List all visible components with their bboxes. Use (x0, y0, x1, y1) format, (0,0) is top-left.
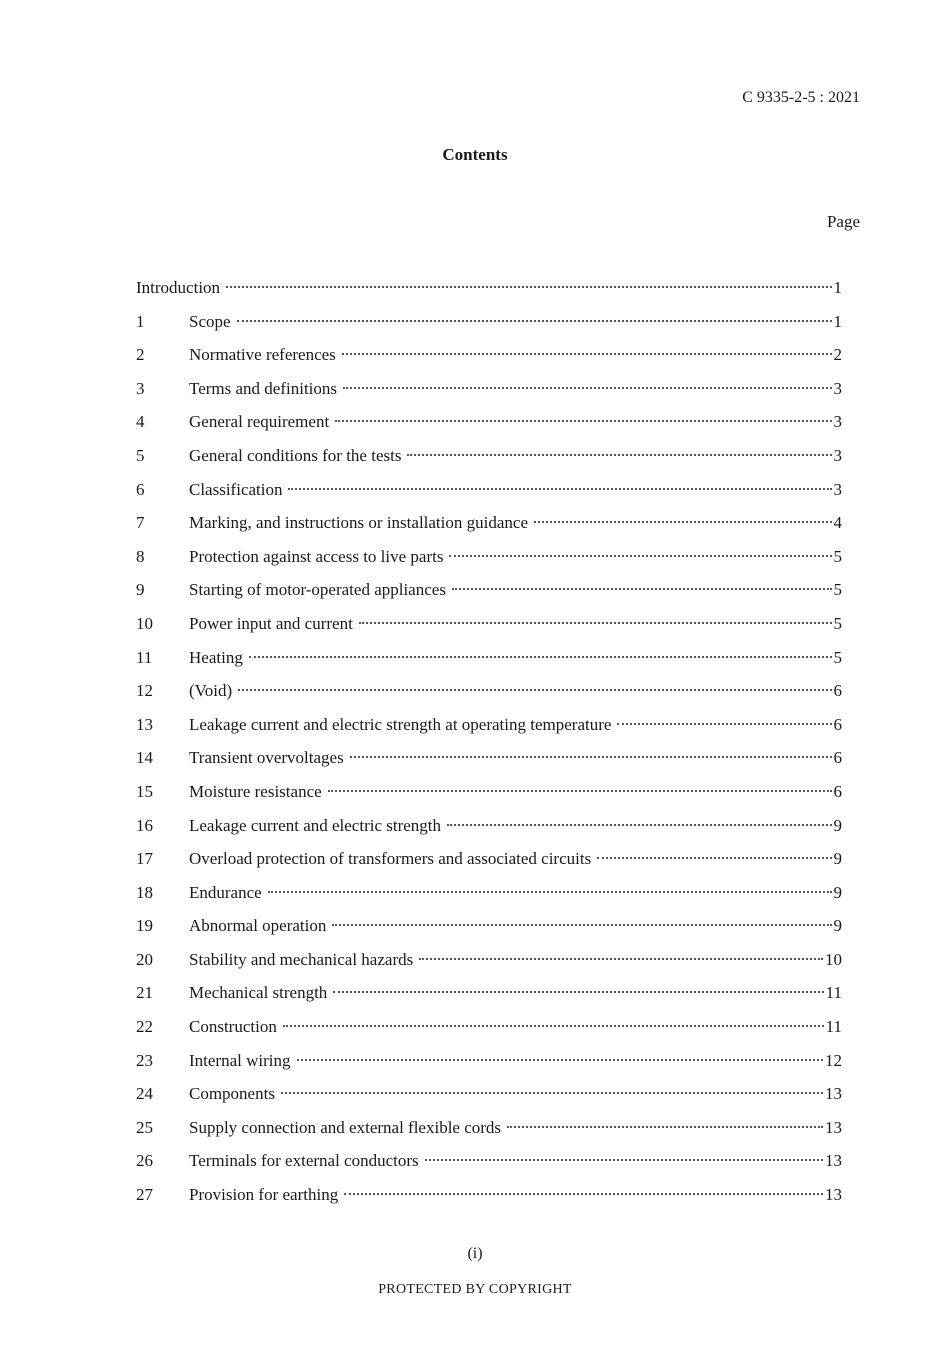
toc-entry-number: 20 (136, 949, 153, 969)
toc-dot-leader (425, 1159, 823, 1161)
toc-entry-page: 3 (833, 445, 842, 465)
toc-entry-page: 6 (833, 714, 842, 734)
toc-entry-page: 10 (825, 949, 842, 969)
toc-entry-title: Construction (189, 1017, 277, 1037)
toc-entry-page: 9 (833, 815, 842, 835)
toc-entry-page: 13 (825, 1084, 842, 1104)
toc-entry[interactable] (136, 1149, 842, 1183)
toc-dot-leader (332, 924, 831, 926)
toc-dot-leader (534, 521, 832, 523)
toc-entry[interactable] (136, 377, 842, 411)
toc-entry[interactable] (136, 814, 842, 848)
toc-entry[interactable] (136, 1049, 842, 1083)
toc-entry[interactable] (136, 1116, 842, 1150)
toc-dot-leader (328, 790, 832, 792)
toc-dot-leader (350, 756, 832, 758)
toc-entry-number: 10 (136, 613, 153, 633)
toc-entry-title: Starting of motor-operated appliances (189, 580, 446, 600)
toc-entry-title: Scope (189, 311, 231, 331)
toc-entry-number: 14 (136, 748, 153, 768)
toc-entry-page: 3 (833, 378, 842, 398)
toc-entry-number: 6 (136, 479, 145, 499)
toc-entry-page: 9 (833, 882, 842, 902)
toc-entry[interactable] (136, 713, 842, 747)
toc-entry-title: Marking, and instructions or installation guidance (189, 513, 528, 533)
toc-entry[interactable] (136, 612, 842, 646)
toc-entry-title: Components (189, 1084, 275, 1104)
toc-entry-number: 27 (136, 1185, 153, 1205)
toc-entry[interactable] (136, 948, 842, 982)
toc-dot-leader (333, 991, 823, 993)
toc-entry-number: 2 (136, 345, 145, 365)
toc-dot-leader (452, 588, 832, 590)
toc-entry-page: 9 (833, 916, 842, 936)
toc-entry[interactable] (136, 276, 842, 310)
toc-entry-title: Stability and mechanical hazards (189, 949, 414, 969)
toc-dot-leader (507, 1126, 823, 1128)
toc-dot-leader (407, 454, 831, 456)
toc-dot-leader (238, 689, 831, 691)
toc-entry-page: 6 (833, 748, 842, 768)
toc-entry-number: 19 (136, 916, 153, 936)
toc-entry[interactable] (136, 511, 842, 545)
toc-entry[interactable] (136, 578, 842, 612)
table-of-contents (136, 276, 842, 1217)
toc-entry[interactable] (136, 746, 842, 780)
toc-entry-number: 24 (136, 1084, 153, 1104)
toc-entry-number: 4 (136, 412, 145, 432)
toc-entry-number: 15 (136, 781, 153, 801)
toc-entry-page: 1 (833, 278, 842, 297)
toc-entry-page: 5 (833, 613, 842, 633)
toc-entry-page: 5 (833, 546, 842, 566)
toc-dot-leader (447, 824, 831, 826)
toc-dot-leader (335, 420, 831, 422)
toc-entry[interactable] (136, 310, 842, 344)
toc-entry-number: 12 (136, 681, 153, 701)
toc-entry-page: 13 (825, 1117, 842, 1137)
toc-entry-number: 7 (136, 513, 145, 533)
toc-entry-title: Leakage current and electric strength at operating temperature (189, 714, 612, 734)
toc-entry-page: 9 (833, 849, 842, 869)
toc-entry-page: 2 (833, 345, 842, 365)
toc-entry-title: Leakage current and electric strength (189, 815, 442, 835)
toc-entry-page: 6 (833, 781, 842, 801)
toc-entry-number: 26 (136, 1151, 153, 1171)
toc-dot-leader (449, 555, 831, 557)
toc-entry-title: Abnormal operation (189, 916, 327, 936)
toc-dot-leader (281, 1092, 823, 1094)
toc-entry-title: Endurance (189, 882, 262, 902)
toc-entry-number: 13 (136, 714, 153, 734)
toc-entry-title: Mechanical strength (189, 983, 328, 1003)
toc-entry[interactable] (136, 914, 842, 948)
page-number: (i) (467, 1245, 483, 1262)
toc-entry-title: Classification (189, 479, 283, 499)
toc-dot-leader (617, 723, 831, 725)
toc-entry-page: 1 (833, 311, 842, 331)
toc-dot-leader (268, 891, 832, 893)
toc-entry-title: Heating (189, 647, 243, 667)
toc-entry[interactable] (136, 1015, 842, 1049)
toc-entry[interactable] (136, 780, 842, 814)
toc-entry-number: 17 (136, 849, 153, 869)
toc-entry-number: 21 (136, 983, 153, 1003)
toc-entry-number: 5 (136, 445, 145, 465)
toc-entry-page: 3 (833, 412, 842, 432)
toc-entry[interactable] (136, 1183, 842, 1217)
toc-entry-number: 11 (136, 647, 153, 667)
document-code: C 9335-2-5 : 2021 (742, 89, 860, 106)
toc-dot-leader (226, 286, 831, 288)
toc-dot-leader (342, 353, 832, 355)
toc-entry-page: 11 (825, 983, 842, 1003)
toc-dot-leader (297, 1059, 824, 1061)
toc-entry[interactable] (136, 981, 842, 1015)
toc-entry-number: 16 (136, 815, 153, 835)
toc-entry[interactable] (136, 881, 842, 915)
toc-dot-leader (419, 958, 823, 960)
toc-entry-title: General requirement (189, 412, 330, 432)
toc-entry-page: 11 (825, 1017, 842, 1037)
toc-entry-title: (Void) (189, 681, 233, 701)
toc-dot-leader (359, 622, 832, 624)
toc-entry-number: 22 (136, 1017, 153, 1037)
toc-entry-page: 5 (833, 580, 842, 600)
toc-entry-title: Supply connection and external flexible cords (189, 1117, 502, 1137)
toc-dot-leader (237, 320, 832, 322)
toc-entry-number: 25 (136, 1117, 153, 1137)
toc-entry[interactable] (136, 343, 842, 377)
toc-entry-title: Protection against access to live parts (189, 546, 444, 566)
toc-entry-number: 23 (136, 1050, 153, 1070)
toc-entry-title: Moisture resistance (189, 781, 322, 801)
toc-entry[interactable] (136, 847, 842, 881)
toc-entry-page: 13 (825, 1185, 842, 1205)
toc-entry-page: 5 (833, 647, 842, 667)
toc-entry-number: 3 (136, 378, 145, 398)
toc-entry[interactable] (136, 1082, 842, 1116)
toc-entry-page: 13 (825, 1151, 842, 1171)
toc-dot-leader (283, 1025, 824, 1027)
toc-entry[interactable] (136, 646, 842, 680)
toc-entry-title: Introduction (136, 278, 221, 297)
toc-entry-page: 6 (833, 681, 842, 701)
toc-entry-number: 8 (136, 546, 145, 566)
toc-entry-number: 18 (136, 882, 153, 902)
toc-dot-leader (249, 656, 832, 658)
toc-dot-leader (343, 387, 831, 389)
toc-entry-page: 3 (833, 479, 842, 499)
toc-entry-title: Overload protection of transformers and associated circuits (189, 849, 592, 869)
toc-entry[interactable] (136, 545, 842, 579)
toc-entry-number: 1 (136, 311, 145, 331)
copyright-notice: PROTECTED BY COPYRIGHT (378, 1282, 572, 1297)
toc-entry-page: 12 (825, 1050, 842, 1070)
toc-entry-title: Terminals for external conductors (189, 1151, 419, 1171)
toc-entry-title: Power input and current (189, 613, 353, 633)
toc-dot-leader (344, 1193, 823, 1195)
toc-entry-number: 9 (136, 580, 145, 600)
toc-entry-title: General conditions for the tests (189, 445, 402, 465)
toc-entry-title: Transient overvoltages (189, 748, 344, 768)
toc-entry-page: 4 (833, 513, 842, 533)
toc-entry[interactable] (136, 410, 842, 444)
toc-entry-title: Terms and definitions (189, 378, 338, 398)
toc-entry[interactable] (136, 478, 842, 512)
toc-dot-leader (288, 488, 831, 490)
toc-entry-title: Internal wiring (189, 1050, 291, 1070)
toc-entry-title: Normative references (189, 345, 336, 365)
page-title: Contents (442, 145, 508, 164)
toc-entry-title: Provision for earthing (189, 1185, 339, 1205)
toc-entry[interactable] (136, 679, 842, 713)
toc-entry[interactable] (136, 444, 842, 478)
toc-dot-leader (597, 857, 831, 859)
page-column-label: Page (826, 212, 860, 231)
